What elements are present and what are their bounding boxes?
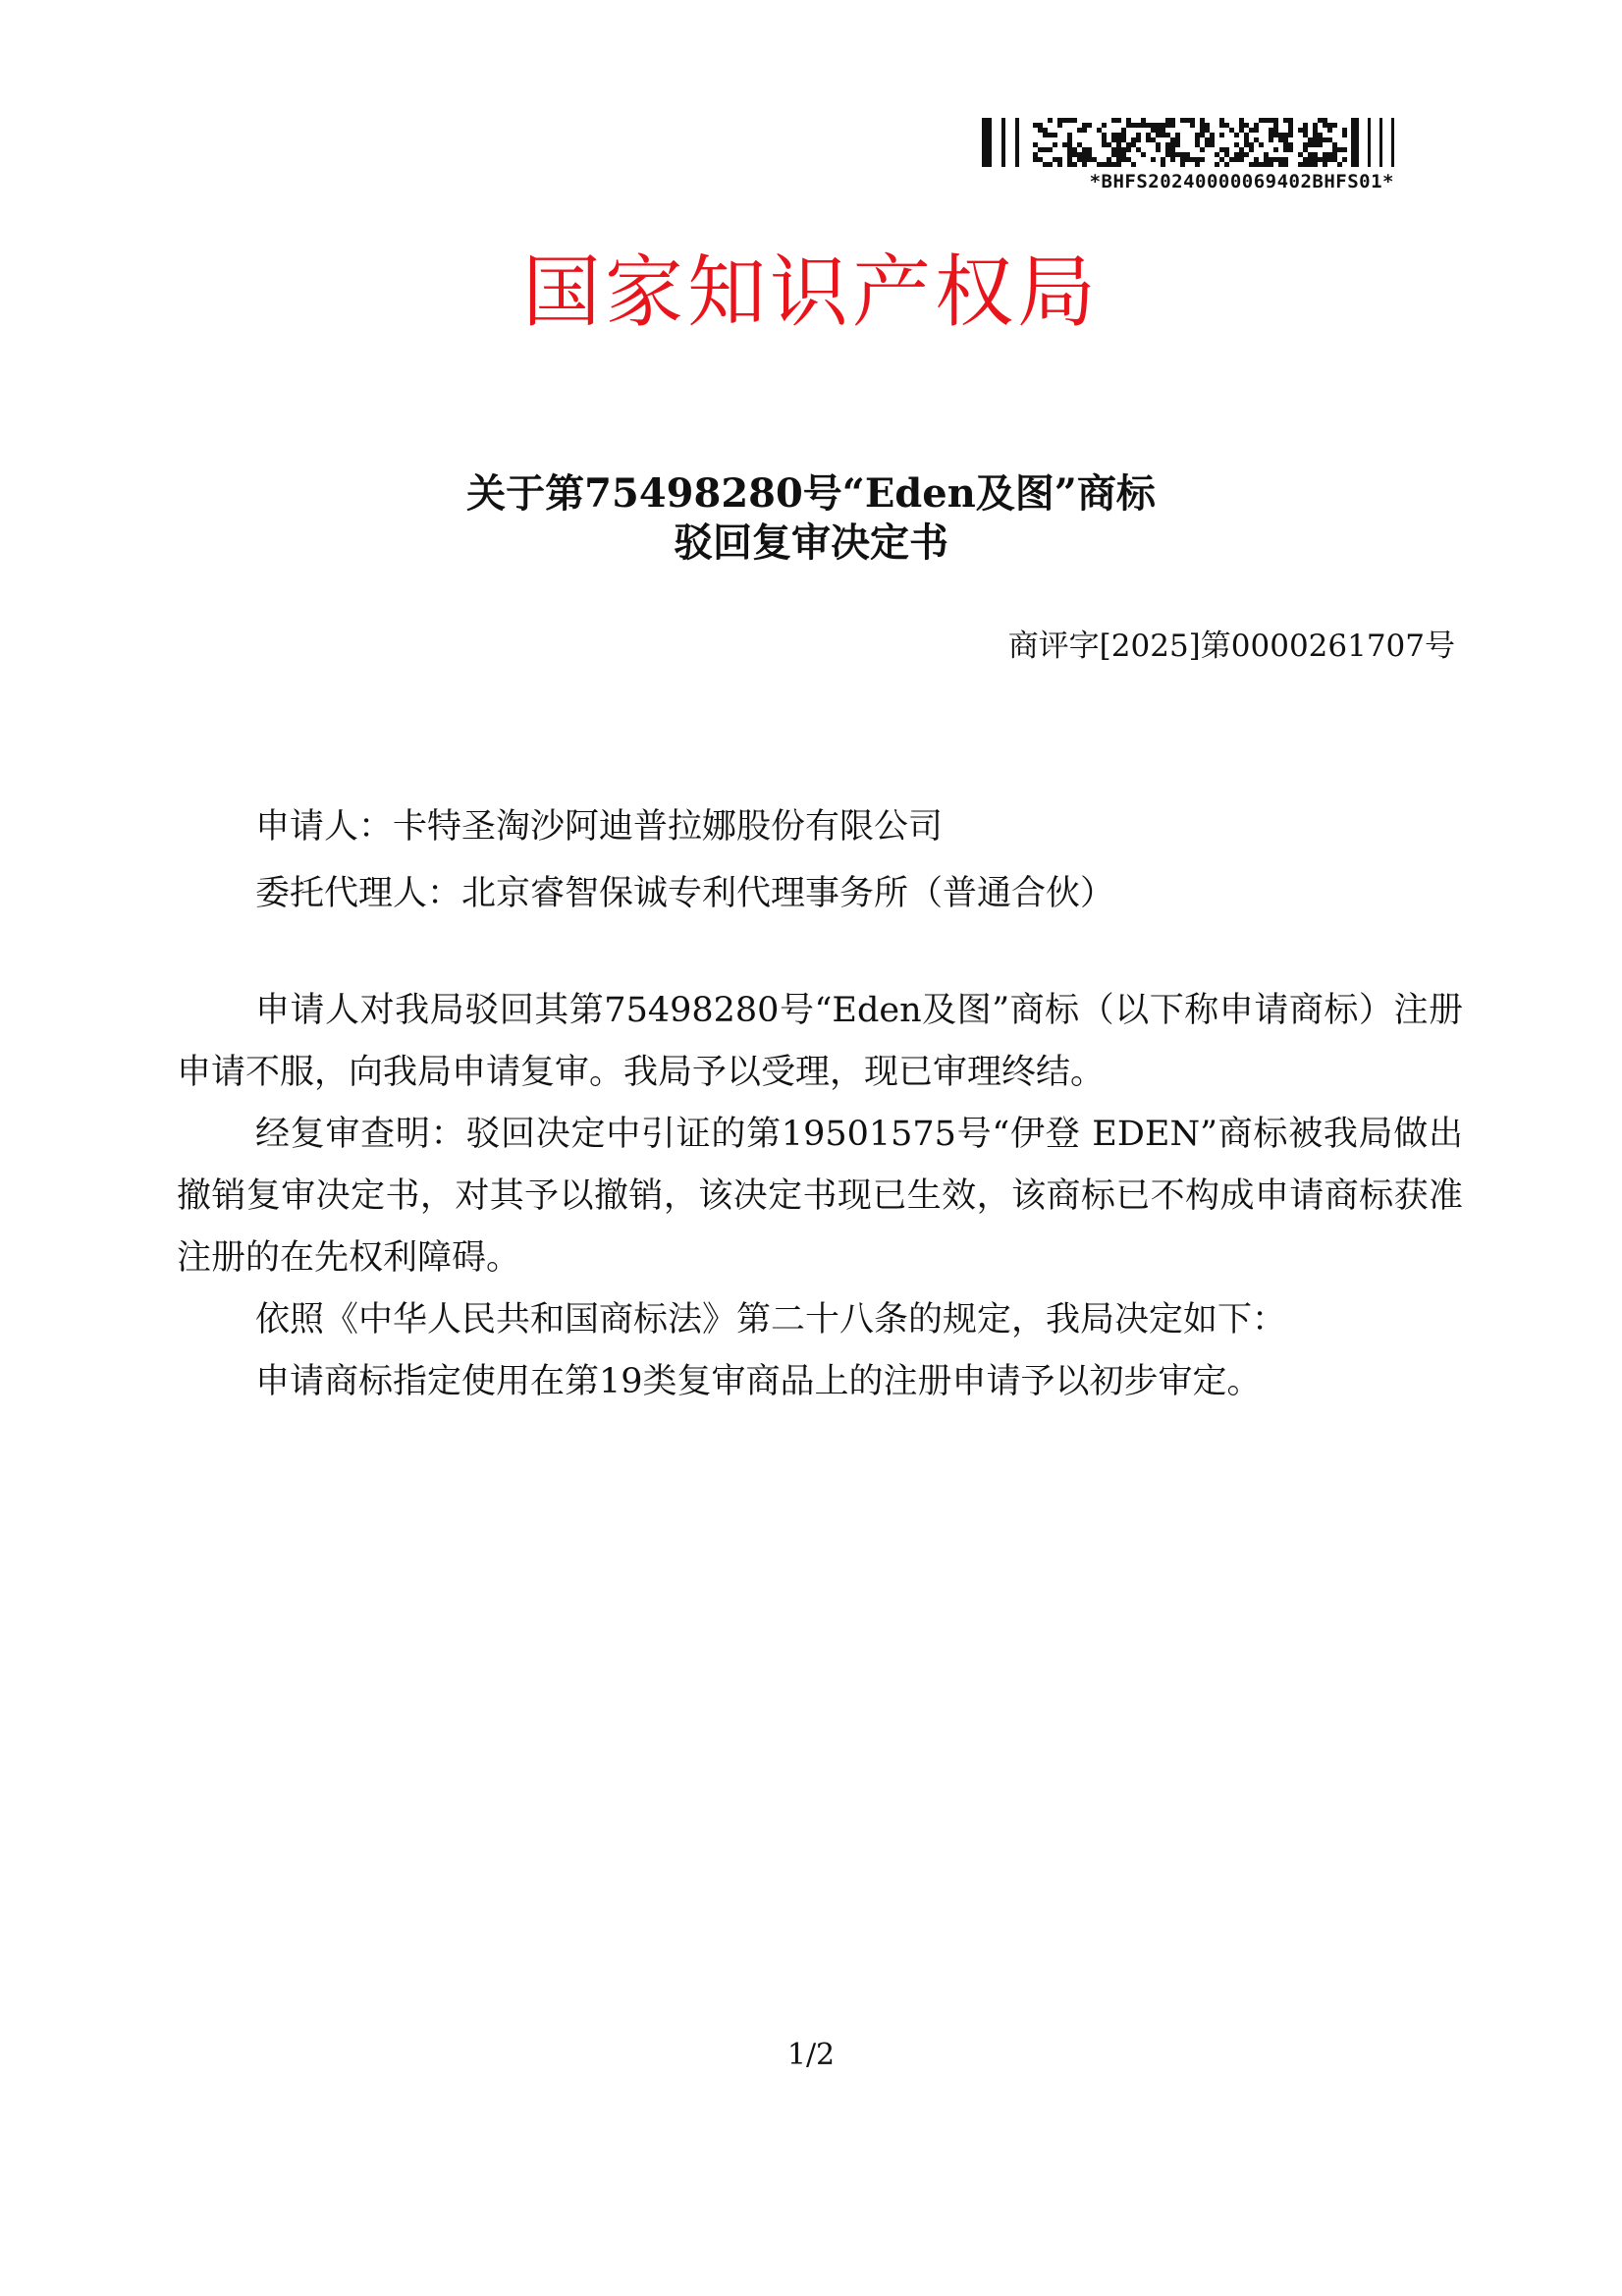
agency-name: 国家知识产权局 [522, 246, 1100, 338]
decision-body [177, 980, 1463, 1413]
agent: 委托代理人：北京睿智保诚专利代理事务所（普通合伙） [255, 874, 1115, 913]
barcode-graphic [982, 118, 1394, 167]
title-line-2: 驳回复审决定书 [674, 519, 948, 566]
paragraph: 申请商标指定使用在第19类复审商品上的注册申请予以初步审定。 [255, 1362, 1262, 1401]
paragraph: 经复审查明：驳回决定中引证的第19501575号“伊登 EDEN”商标被我局做出撤销复审决定书，对其予以撤销，该决定书现已生效，该商标已不构成申请商标获准注册的在先权利障碍。 [177, 1115, 1463, 1278]
applicant: 申请人：卡特圣淘沙阿迪普拉娜股份有限公司 [255, 807, 944, 847]
paragraph: 申请人对我局驳回其第75498280号“Eden及图”商标（以下称申请商标）注册申请不服，向我局申请复审。我局予以受理，现已审理终结。 [177, 991, 1463, 1092]
document-title [0, 469, 1622, 568]
paragraph: 依照《中华人民共和国商标法》第二十八条的规定，我局决定如下： [255, 1300, 1287, 1339]
barcode-text: *BHFS20240000069402BHFS01* [1089, 171, 1394, 192]
barcode [982, 118, 1394, 192]
page-number: 1/2 [786, 2038, 836, 2072]
document-number: 商评字[2025]第0000261707号 [1007, 629, 1455, 664]
title-line-1: 关于第75498280号“Eden及图”商标 [466, 470, 1156, 517]
parties [177, 793, 1463, 927]
